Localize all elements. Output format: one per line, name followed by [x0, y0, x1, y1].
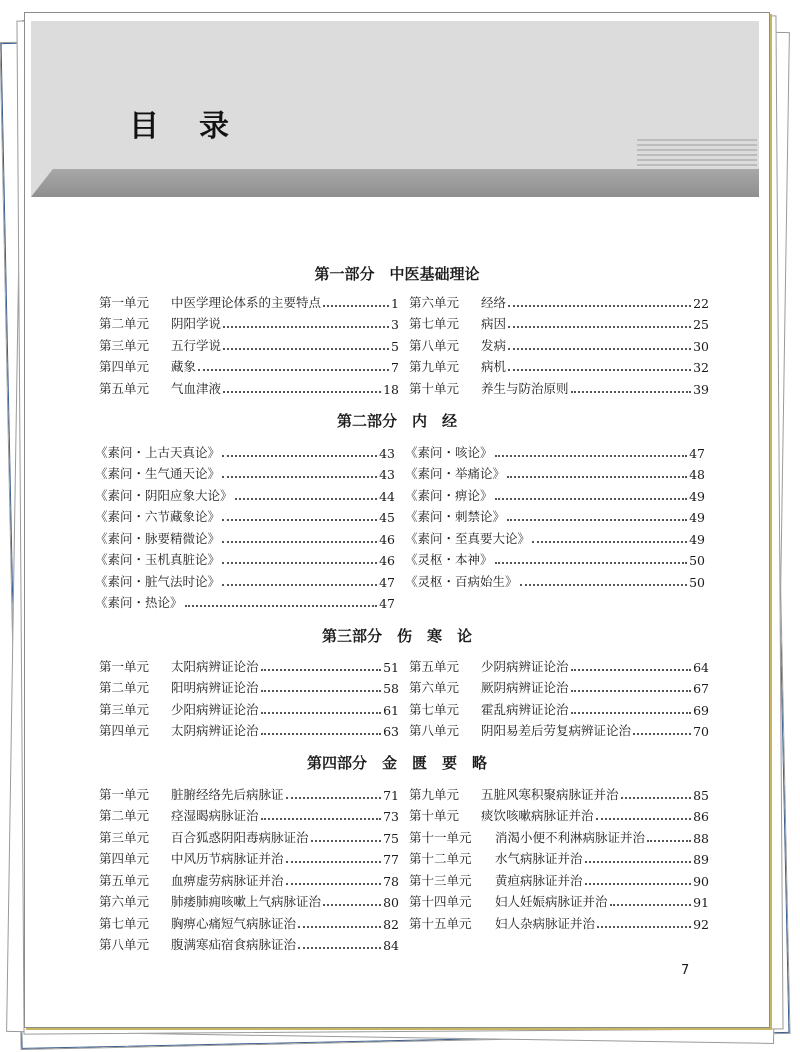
toc-entry-title: 百合狐惑阴阳毒病脉证治: [171, 829, 309, 845]
toc-entry-title: 太阴病辨证论治: [171, 723, 259, 738]
toc-entry-title: 病机: [481, 359, 507, 374]
toc-page-number: 86: [693, 809, 709, 824]
toc-leader-dots: [508, 347, 691, 350]
toc-page-number: 82: [383, 916, 399, 932]
toc-leader-dots: [185, 604, 378, 607]
toc-entry: [95, 525, 395, 547]
toc-page-number: 47: [379, 574, 395, 590]
toc-entry: [95, 504, 395, 526]
toc-column-right: [409, 289, 709, 397]
toc-leader-dots: [223, 390, 381, 393]
toc-unit-label: 第四单元: [99, 723, 150, 738]
toc-entry-title: 少阴病辨证论治: [481, 658, 569, 674]
toc-page-number: 43: [379, 445, 395, 461]
page-number: 7: [681, 963, 690, 978]
toc-page-number: 85: [693, 787, 709, 803]
toc-entry-title: 气血津液: [171, 380, 222, 396]
toc-unit-label: 第二单元: [99, 808, 150, 823]
toc-entry: [409, 289, 709, 311]
toc-unit-label: 第一单元: [99, 786, 150, 802]
toc-entry-title: 《素问・脏气法时论》: [95, 573, 221, 589]
toc-unit-label: 第十一单元: [409, 829, 472, 845]
toc-page-number: 91: [693, 895, 709, 910]
toc-entry-title: 《灵枢・百病始生》: [405, 573, 518, 589]
toc-entry: [405, 482, 705, 504]
toc-leader-dots: [633, 732, 691, 735]
toc-page-number: 77: [383, 852, 399, 867]
toc-entry: [405, 461, 705, 483]
toc-entry: [99, 889, 399, 911]
toc-column-left: [99, 289, 399, 397]
toc-leader-dots: [571, 390, 692, 393]
toc-leader-dots: [261, 711, 382, 714]
toc-entry: [405, 547, 705, 569]
part-title: 第四部分 金 匮 要 略: [306, 754, 487, 772]
toc-entry: [99, 696, 399, 718]
toc-entry: [99, 867, 399, 889]
toc-leader-dots: [261, 689, 382, 692]
toc-unit-label: 第三单元: [99, 701, 150, 717]
toc-unit-label: 第五单元: [99, 380, 150, 396]
toc-column-right: [409, 781, 709, 932]
toc-entry: [95, 547, 395, 569]
toc-page-number: 49: [689, 531, 705, 547]
toc-page-number: 67: [693, 681, 709, 696]
toc-page-number: 46: [379, 553, 395, 568]
toc-unit-label: 第十五单元: [409, 915, 472, 931]
toc-page-number: 88: [693, 830, 709, 846]
part-title: 第二部分 内 经: [336, 412, 457, 430]
toc-column-left: [95, 439, 395, 611]
toc-page-number: 46: [379, 531, 395, 547]
toc-entry-title: 《素问・阴阳应象大论》: [95, 487, 233, 503]
toc-unit-label: 第十四单元: [409, 894, 472, 909]
toc-page-number: 47: [379, 596, 395, 611]
toc-leader-dots: [222, 540, 377, 543]
toc-unit-label: 第七单元: [409, 701, 460, 717]
toc-page-number: 1: [391, 295, 399, 311]
toc-entry-title: 妇人杂病脉证并治: [495, 915, 596, 931]
toc-leader-dots: [647, 839, 691, 842]
toc-page-number: 22: [693, 295, 709, 311]
toc-leader-dots: [223, 347, 389, 350]
toc-page-number: 47: [689, 445, 705, 461]
toc-entry-title: 《素问・玉机真脏论》: [95, 552, 221, 567]
toc-unit-label: 第二单元: [99, 316, 150, 331]
toc-page-number: 69: [693, 702, 709, 718]
toc-entry-title: 《素问・热论》: [95, 595, 183, 610]
toc-page-number: 84: [383, 938, 399, 953]
toc-entry-title: 黄疸病脉证并治: [495, 872, 583, 888]
toc-page-number: 45: [379, 510, 395, 525]
toc-leader-dots: [298, 925, 381, 928]
toc-page-number: 32: [693, 360, 709, 375]
toc-entry: [99, 653, 399, 675]
toc-unit-label: 第五单元: [409, 658, 460, 674]
toc-page-number: 78: [383, 873, 399, 889]
toc-entry-title: 阴阳学说: [171, 316, 222, 331]
toc-entry-title: 中风历节病脉证并治: [171, 851, 284, 866]
toc-entry-title: 五脏风寒积聚病脉证并治: [481, 786, 619, 802]
toc-entry-title: 《素问・六节藏象论》: [95, 509, 221, 524]
toc-entry-title: 《素问・刺禁论》: [405, 509, 506, 524]
toc-leader-dots: [261, 668, 382, 671]
toc-unit-label: 第四单元: [99, 359, 150, 374]
toc-entry-title: 水气病脉证并治: [495, 851, 583, 866]
toc-leader-dots: [621, 796, 692, 799]
toc-column-right: [405, 439, 705, 590]
toc-leader-dots: [311, 839, 382, 842]
toc-leader-dots: [507, 518, 687, 521]
toc-entry-title: 血痹虚劳病脉证并治: [171, 872, 284, 888]
toc-entry-title: 太阳病辨证论治: [171, 658, 259, 674]
toc-unit-label: 第三单元: [99, 829, 150, 845]
toc-entry-title: 痰饮咳嗽病脉证并治: [481, 808, 594, 823]
toc-page-number: 39: [693, 381, 709, 397]
toc-page-number: 90: [693, 873, 709, 889]
toc-entry: [99, 781, 399, 803]
toc-unit-label: 第十三单元: [409, 872, 472, 888]
toc-unit-label: 第二单元: [99, 680, 150, 695]
toc-entry: [99, 932, 399, 954]
toc-entry: [99, 289, 399, 311]
toc-entry: [409, 332, 709, 354]
header-stripes-decoration: [637, 139, 757, 169]
toc-page-number: 30: [693, 338, 709, 354]
toc-leader-dots: [261, 817, 382, 820]
part-title: 第一部分 中医基础理论: [314, 265, 480, 283]
toc-entry-title: 脏腑经络先后病脉证: [171, 786, 284, 802]
toc-leader-dots: [198, 368, 389, 371]
toc-page-number: 70: [693, 724, 709, 739]
toc-entry: [99, 332, 399, 354]
toc-page-number: 63: [383, 724, 399, 739]
toc-unit-label: 第八单元: [99, 937, 150, 952]
toc-page: [24, 12, 770, 1028]
toc-unit-label: 第四单元: [99, 851, 150, 866]
toc-leader-dots: [508, 325, 691, 328]
toc-page-number: 75: [383, 830, 399, 846]
toc-unit-label: 第九单元: [409, 786, 460, 802]
toc-column-right: [409, 653, 709, 739]
toc-unit-label: 第八单元: [409, 723, 460, 738]
toc-leader-dots: [286, 882, 382, 885]
toc-entry: [95, 590, 395, 612]
toc-leader-dots: [298, 946, 381, 949]
toc-entry-title: 霍乱病辨证论治: [481, 701, 569, 717]
toc-leader-dots: [495, 454, 688, 457]
toc-entry: [99, 824, 399, 846]
toc-leader-dots: [610, 903, 692, 906]
toc-entry: [409, 653, 709, 675]
toc-entry: [99, 311, 399, 333]
toc-entry: [409, 781, 709, 803]
toc-entry-title: 腹满寒疝宿食病脉证治: [171, 937, 297, 952]
toc-unit-label: 第一单元: [99, 658, 150, 674]
toc-page-number: 73: [383, 809, 399, 824]
toc-entry: [95, 461, 395, 483]
toc-page-number: 49: [689, 488, 705, 504]
toc-entry-title: 病因: [481, 316, 507, 331]
toc-entry: [405, 525, 705, 547]
toc-entry: [95, 439, 395, 461]
toc-entry: [95, 568, 395, 590]
toc-entry-title: 《素问・举痛论》: [405, 466, 506, 481]
toc-entry: [405, 504, 705, 526]
toc-entry: [409, 846, 709, 868]
toc-leader-dots: [571, 689, 692, 692]
toc-entry: [409, 311, 709, 333]
toc-entry: [405, 439, 705, 461]
toc-entry: [409, 910, 709, 932]
toc-entry-title: 《素问・咳论》: [405, 444, 493, 460]
toc-entry: [409, 696, 709, 718]
toc-entry: [409, 803, 709, 825]
toc-page-number: 71: [383, 787, 399, 803]
toc-entry-title: 中医学理论体系的主要特点: [171, 294, 322, 310]
toc-entry-title: 经络: [481, 294, 507, 310]
toc-page-number: 89: [693, 852, 709, 867]
toc-leader-dots: [495, 561, 688, 564]
toc-leader-dots: [222, 583, 377, 586]
toc-entry: [99, 354, 399, 376]
toc-leader-dots: [597, 925, 691, 928]
toc-page-number: 5: [391, 338, 399, 354]
toc-unit-label: 第十单元: [409, 808, 460, 823]
toc-entry: [409, 867, 709, 889]
toc-page-number: 48: [689, 467, 705, 482]
toc-unit-label: 第一单元: [99, 294, 150, 310]
toc-leader-dots: [261, 732, 382, 735]
toc-entry-title: 肺痿肺痈咳嗽上气病脉证治: [171, 894, 322, 909]
toc-entry-title: 厥阴病辨证论治: [481, 680, 569, 695]
toc-leader-dots: [571, 668, 692, 671]
toc-leader-dots: [222, 454, 377, 457]
toc-entry: [99, 910, 399, 932]
toc-entry-title: 《素问・生气通天论》: [95, 466, 221, 481]
toc-leader-dots: [495, 497, 688, 500]
page-title: 目录: [129, 109, 269, 144]
toc-page-number: 92: [693, 916, 709, 932]
toc-leader-dots: [532, 540, 687, 543]
toc-entry-title: 妇人妊娠病脉证并治: [495, 894, 608, 909]
toc-entry-title: 少阳病辨证论治: [171, 701, 259, 717]
toc-unit-label: 第八单元: [409, 337, 460, 353]
toc-page-number: 58: [383, 681, 399, 696]
toc-page-number: 25: [693, 317, 709, 332]
toc-leader-dots: [235, 497, 378, 500]
toc-entry: [99, 718, 399, 740]
toc-entry-title: 痉湿暍病脉证治: [171, 808, 259, 823]
toc-entry: [95, 482, 395, 504]
toc-entry-title: 阳明病辨证论治: [171, 680, 259, 695]
toc-entry: [409, 375, 709, 397]
toc-column-left: [99, 781, 399, 953]
toc-unit-label: 第六单元: [409, 680, 460, 695]
toc-unit-label: 第七单元: [99, 915, 150, 931]
toc-entry-title: 阴阳易差后劳复病辨证论治: [481, 723, 632, 738]
toc-leader-dots: [596, 817, 692, 820]
toc-unit-label: 第七单元: [409, 316, 460, 331]
toc-entry: [99, 846, 399, 868]
toc-unit-label: 第九单元: [409, 359, 460, 374]
toc-leader-dots: [508, 368, 691, 371]
toc-leader-dots: [222, 475, 377, 478]
toc-entry-title: 养生与防治原则: [481, 380, 569, 396]
toc-leader-dots: [585, 860, 692, 863]
toc-entry: [409, 824, 709, 846]
toc-entry-title: 《素问・至真要大论》: [405, 530, 531, 546]
toc-entry: [409, 889, 709, 911]
toc-page-number: 64: [693, 659, 709, 675]
toc-leader-dots: [323, 903, 381, 906]
toc-entry: [99, 675, 399, 697]
toc-entry-title: 《灵枢・本神》: [405, 552, 493, 567]
toc-entry-title: 发病: [481, 337, 507, 353]
toc-page-number: 18: [383, 381, 399, 397]
toc-entry: [409, 718, 709, 740]
header-bar-decoration: [31, 169, 759, 197]
toc-unit-label: 第三单元: [99, 337, 150, 353]
toc-leader-dots: [286, 796, 382, 799]
toc-unit-label: 第十单元: [409, 380, 460, 396]
toc-page-number: 43: [379, 467, 395, 482]
toc-leader-dots: [223, 325, 389, 328]
toc-entry-title: 藏象: [171, 359, 197, 374]
toc-entry: [99, 803, 399, 825]
part-title: 第三部分 伤 寒 论: [321, 627, 472, 645]
toc-entry: [99, 375, 399, 397]
page-header: [31, 21, 759, 197]
toc-unit-label: 第十二单元: [409, 851, 472, 866]
toc-entry-title: 胸痹心痛短气病脉证治: [171, 915, 297, 931]
toc-page-number: 50: [689, 574, 705, 590]
toc-leader-dots: [286, 860, 382, 863]
toc-leader-dots: [585, 882, 692, 885]
toc-entry-title: 消渴小便不利淋病脉证并治: [495, 829, 646, 845]
toc-entry-title: 五行学说: [171, 337, 222, 353]
toc-page-number: 7: [391, 360, 399, 375]
toc-page-number: 51: [383, 659, 399, 675]
toc-leader-dots: [507, 475, 687, 478]
toc-leader-dots: [323, 304, 389, 307]
toc-entry: [405, 568, 705, 590]
toc-page-number: 44: [379, 488, 395, 504]
toc-leader-dots: [520, 583, 688, 586]
toc-column-left: [99, 653, 399, 739]
toc-unit-label: 第六单元: [99, 894, 150, 909]
toc-page-number: 3: [391, 317, 399, 332]
toc-entry-title: 《素问・脉要精微论》: [95, 530, 221, 546]
toc-entry-title: 《素问・痹论》: [405, 487, 493, 503]
toc-entry: [409, 354, 709, 376]
toc-page-number: 50: [689, 553, 705, 568]
toc-unit-label: 第六单元: [409, 294, 460, 310]
toc-leader-dots: [571, 711, 692, 714]
toc-entry-title: 《素问・上古天真论》: [95, 444, 221, 460]
toc-leader-dots: [222, 518, 377, 521]
toc-unit-label: 第五单元: [99, 872, 150, 888]
toc-page-number: 61: [383, 702, 399, 718]
toc-leader-dots: [222, 561, 377, 564]
toc-page-number: 80: [383, 895, 399, 910]
toc-leader-dots: [508, 304, 691, 307]
toc-page-number: 49: [689, 510, 705, 525]
toc-entry: [409, 675, 709, 697]
